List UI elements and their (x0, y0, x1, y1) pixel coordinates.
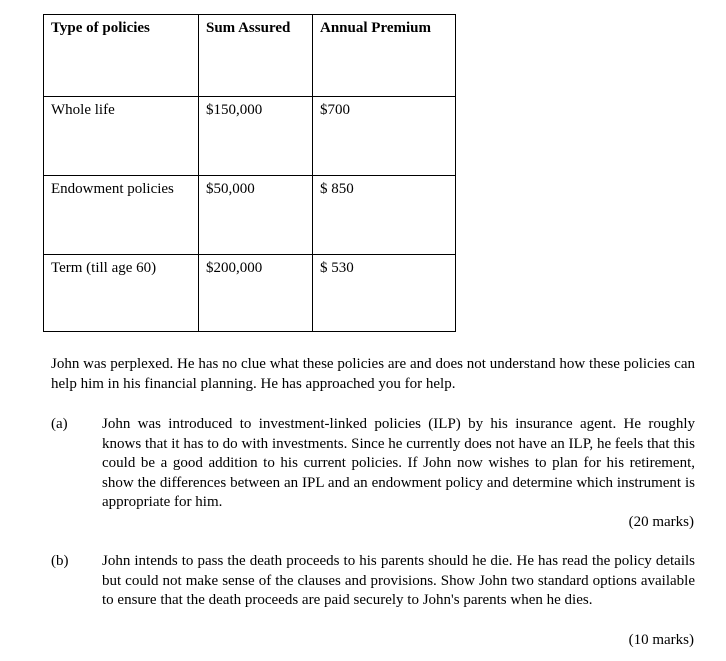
question-a-text: John was introduced to investment-linked policies (ILP) by his insurance agent. He roughly knows that it has to do with investments. Since he currently does not have an ILP, he feels that this could be a good addition to his current policies. If John now wishes to plan for his retirement, show the differences between an IPL and an endowment policy and determine which instrument is appropriate for him. (102, 416, 695, 510)
table-row (44, 97, 456, 176)
table-cell: $ 850 (313, 176, 456, 255)
table-cell: $200,000 (199, 255, 313, 332)
table-cell: $150,000 (199, 97, 313, 176)
question-b-text: John intends to pass the death proceeds to his parents should he die. He has read the policy details but could not make sense of the clauses and provisions. Show John two standard options available to ensure that the death proceeds are paid securely to John's parents when he dies. (102, 553, 695, 608)
intro-paragraph: John was perplexed. He has no clue what these policies are and does not understand how these policies can help him in his financial planning. He has approached you for help. (51, 356, 695, 392)
table-cell: Whole life (44, 97, 199, 176)
table-cell: $ 530 (313, 255, 456, 332)
table-row (44, 255, 456, 332)
question-a-label: (a) (51, 416, 68, 432)
table-cell: Endowment policies (44, 176, 199, 255)
question-a-marks: (20 marks) (628, 514, 694, 530)
question-b-label: (b) (51, 553, 69, 569)
table-cell: $50,000 (199, 176, 313, 255)
header-annual-premium: Annual Premium (313, 15, 456, 97)
policy-table (43, 14, 456, 332)
table-header-row (44, 15, 456, 97)
table-row (44, 176, 456, 255)
header-sum-assured: Sum Assured (199, 15, 313, 97)
table-cell: $700 (313, 97, 456, 176)
header-type-of-policies: Type of policies (44, 15, 199, 97)
question-b-marks: (10 marks) (628, 632, 694, 648)
table-cell: Term (till age 60) (44, 255, 199, 332)
